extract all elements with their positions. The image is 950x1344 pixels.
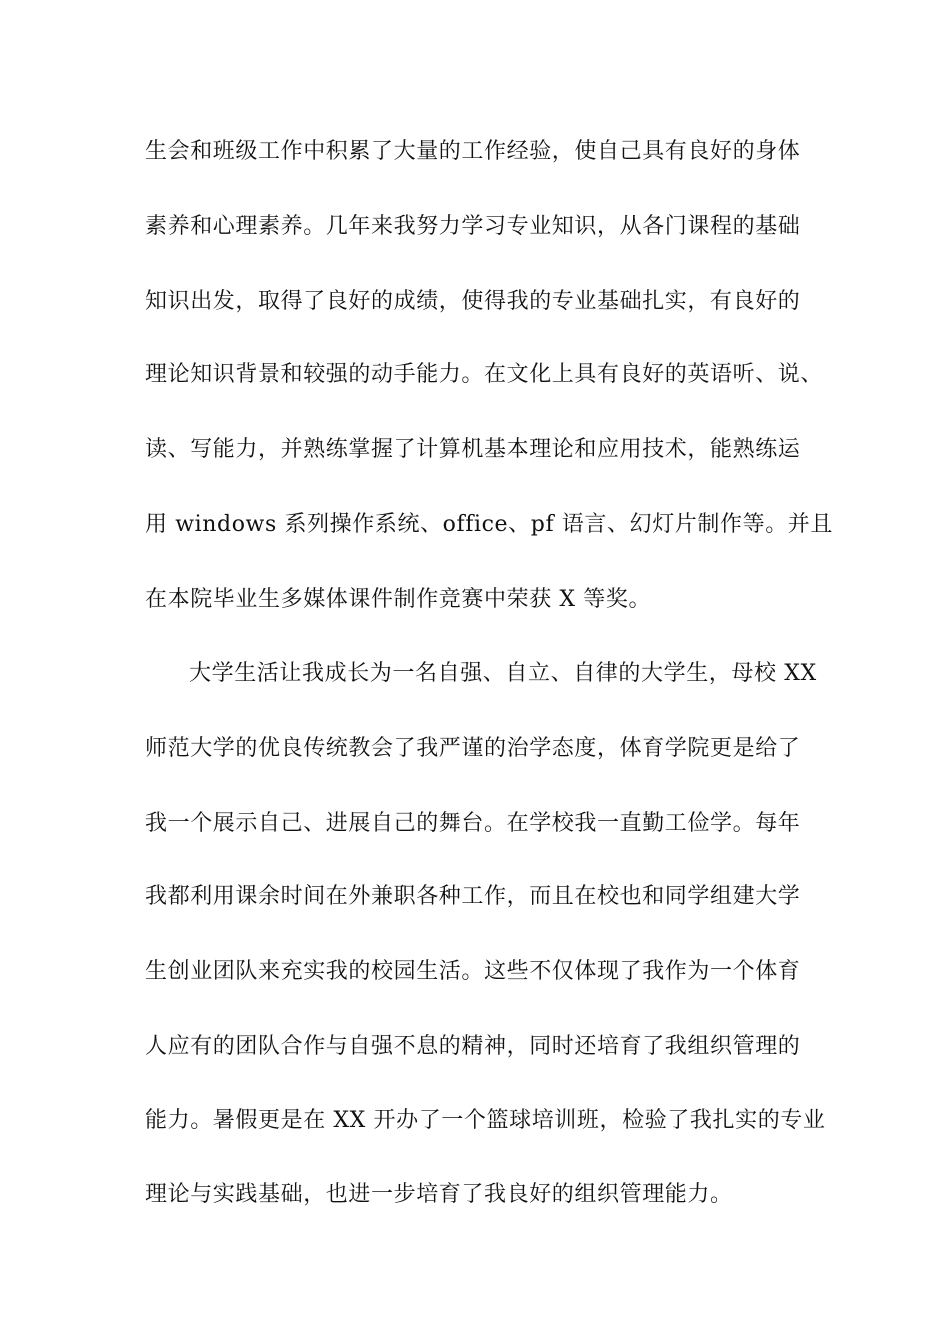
text-line — [0, 804, 950, 844]
line-text: 素养和心理素养。几年来我努力学习专业知识，从各门课程的基础 — [145, 214, 801, 239]
text-line — [0, 1027, 950, 1067]
line-text: 用 windows 系列操作系统、office、pf 语言、幻灯片制作等。并且 — [145, 512, 833, 537]
line-text: 在本院毕业生多媒体课件制作竞赛中荣获 X 等奖。 — [145, 587, 652, 612]
text-line — [0, 729, 950, 769]
line-text: 我都利用课余时间在外兼职各种工作，而且在校也和同学组建大学 — [145, 884, 801, 909]
line-text: 读、写能力，并熟练掌握了计算机基本理论和应用技术，能熟练运 — [145, 437, 801, 462]
text-line — [0, 207, 950, 247]
line-text: 理论与实践基础，也进一步培育了我良好的组织管理能力。 — [145, 1182, 733, 1207]
text-line — [0, 654, 950, 694]
line-text: 生创业团队来充实我的校园生活。这些不仅体现了我作为一个体育 — [145, 959, 801, 984]
text-line — [0, 952, 950, 992]
line-text: 我一个展示自己、进展自己的舞台。在学校我一直勤工俭学。每年 — [145, 811, 801, 836]
text-line — [0, 355, 950, 395]
text-line — [0, 1101, 950, 1141]
text-line — [0, 132, 950, 172]
line-text: 能力。暑假更是在 XX 开办了一个篮球培训班，检验了我扎实的专业 — [145, 1108, 826, 1133]
line-text: 知识出发，取得了良好的成绩，使得我的专业基础扎实，有良好的 — [145, 289, 801, 314]
text-line — [0, 1175, 950, 1215]
text-line — [0, 282, 950, 322]
text-line — [0, 580, 950, 620]
line-text: 大学生活让我成长为一名自强、自立、自律的大学生，母校 XX — [189, 661, 817, 686]
text-line — [0, 505, 950, 545]
line-text: 生会和班级工作中积累了大量的工作经验，使自己具有良好的身体 — [145, 139, 801, 164]
text-line — [0, 430, 950, 470]
line-text: 师范大学的优良传统教会了我严谨的治学态度，体育学院更是给了 — [145, 736, 801, 761]
text-line — [0, 877, 950, 917]
line-text: 理论知识背景和较强的动手能力。在文化上具有良好的英语听、说、 — [145, 362, 824, 387]
line-text: 人应有的团队合作与自强不息的精神，同时还培育了我组织管理的 — [145, 1034, 801, 1059]
